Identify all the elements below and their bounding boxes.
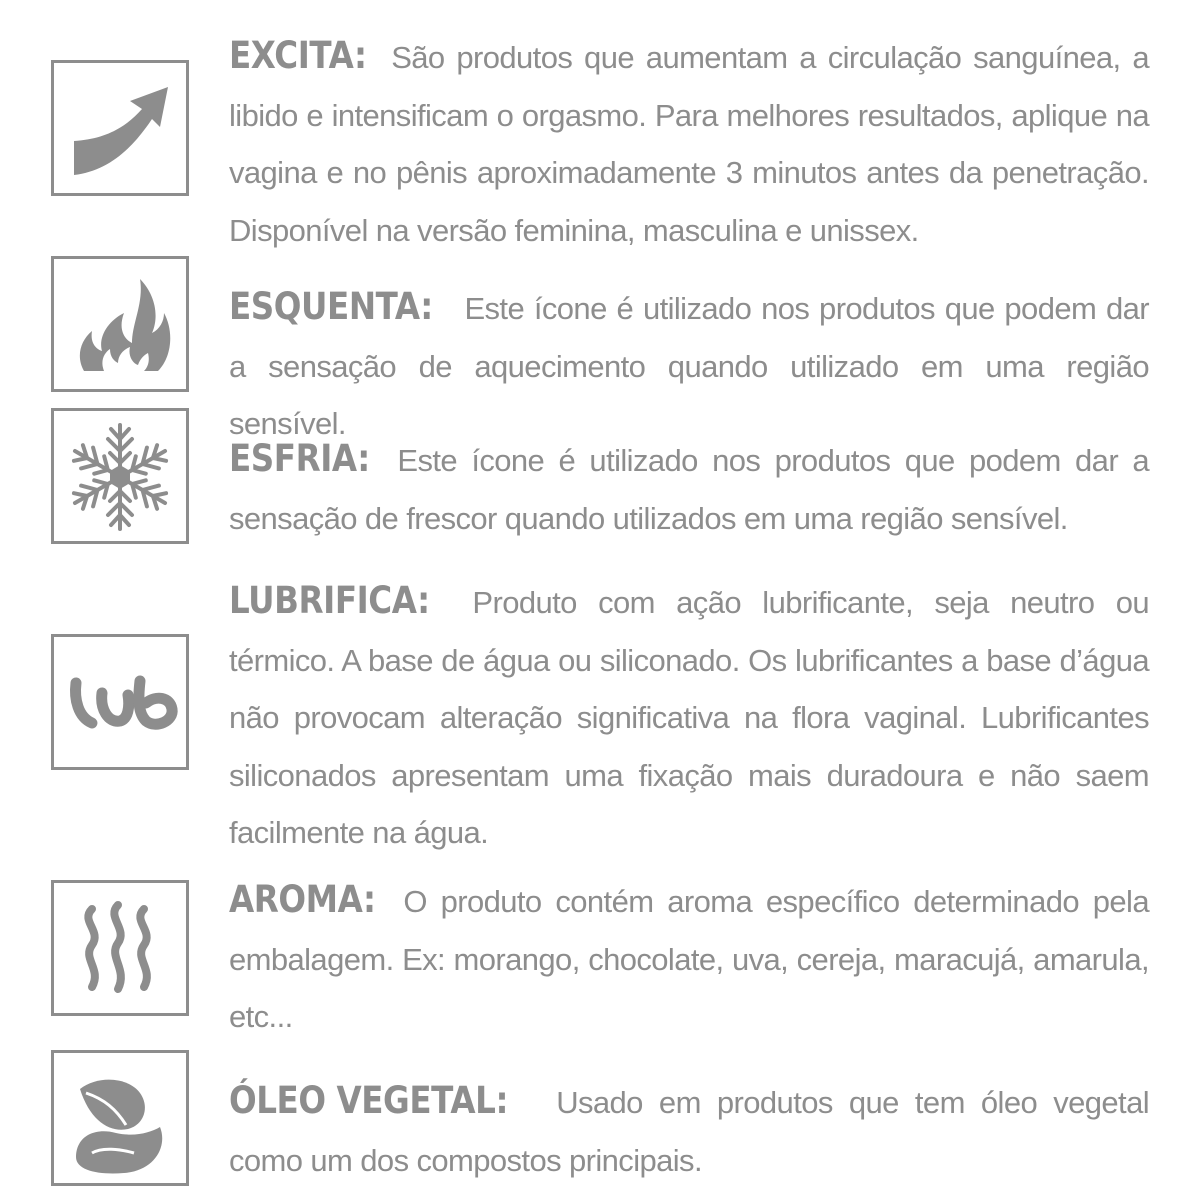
arrow-up-right-icon (51, 60, 189, 196)
legend-text-aroma (229, 871, 1149, 1046)
legend-term: EXCITA: (229, 34, 367, 77)
legend-description: São produtos que aumentam a circulação sanguínea, a libido e intensificam o orgasmo. Para melhores resultados, aplique na vagina e no pênis aproximadamente 3 minutos antes da penetração. Disponível na versão feminina, masculina e unissex. (229, 40, 1149, 248)
lub-icon (51, 634, 189, 770)
snowflake-icon-graphic (54, 411, 186, 541)
legend-description: Este ícone é utilizado nos produtos que podem dar a sensação de frescor quando utilizados em uma região sensível. (229, 443, 1149, 536)
legend-text-esfria (229, 430, 1149, 547)
vegetable-oil-leaf-icon (51, 1050, 189, 1186)
lub-icon-label: lub (120, 757, 122, 758)
legend-description: O produto contém aroma específico determinado pela embalagem. Ex: morango, chocolate, uva, cereja, maracujá, amarula, etc... (229, 884, 1149, 1034)
legend-text-esquenta (229, 278, 1149, 453)
legend-text-excita (229, 27, 1149, 259)
flame-icon (51, 256, 189, 392)
legend-text-oleo-vegetal (229, 1072, 1149, 1189)
snowflake-icon (51, 408, 189, 544)
lub-icon-graphic (54, 637, 186, 767)
legend-description: Usado em produtos que tem óleo vegetal como um dos compostos principais. (229, 1085, 1149, 1178)
legend-term: ÓLEO VEGETAL: (229, 1079, 509, 1122)
flame-icon-graphic (54, 259, 186, 389)
legend-text-lubrifica (229, 572, 1149, 862)
legend-description: Este ícone é utilizado nos produtos que podem dar a sensação de aquecimento quando utilizado em uma região sensível. (229, 291, 1149, 441)
vegetable-oil-leaf-icon-graphic (54, 1053, 186, 1183)
legend-term: ESFRIA: (229, 437, 370, 480)
legend-term: LUBRIFICA: (229, 579, 430, 622)
aroma-waves-icon (51, 880, 189, 1016)
legend-term: AROMA: (229, 878, 376, 921)
legend-description: Produto com ação lubrificante, seja neutro ou térmico. A base de água ou siliconado. Os lubrificantes a base d’água não provocam alteração significativa na flora vaginal. Lubrificantes siliconados apresentam uma fixação mais duradoura e não saem facilmente na água. (229, 585, 1149, 850)
aroma-waves-icon-graphic (54, 883, 186, 1013)
arrow-up-right-icon-graphic (54, 63, 186, 193)
legend-term: ESQUENTA: (229, 285, 433, 328)
